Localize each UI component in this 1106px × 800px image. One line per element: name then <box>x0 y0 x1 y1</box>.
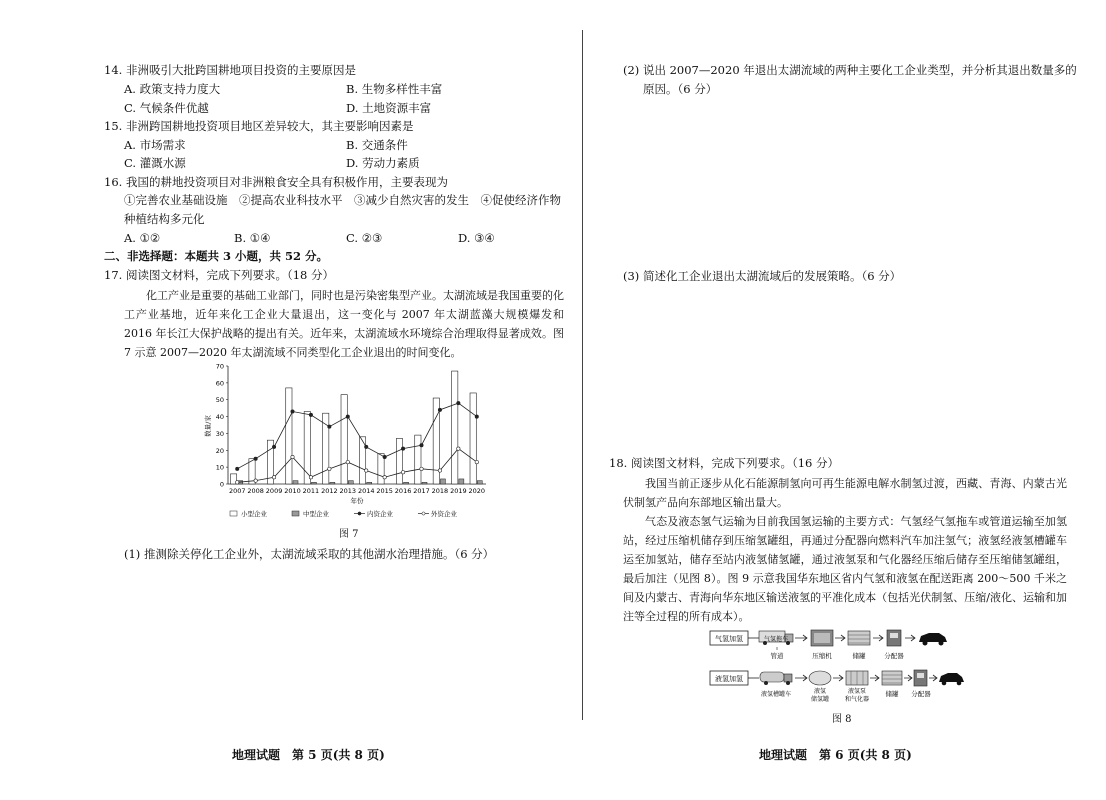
foreign-enterprise-point <box>420 467 423 470</box>
gas-truck-label: 气氢拖车 <box>763 636 789 643</box>
x-tick-label: 2020 <box>468 487 486 495</box>
q14-option-a: A. 政策支持力度大 <box>124 82 221 96</box>
y-tick-label: 30 <box>215 429 224 438</box>
x-tick-label: 2018 <box>431 487 449 495</box>
q14-option-b: B. 生物多样性丰富 <box>346 82 443 96</box>
bar-medium-enterprise <box>311 482 316 484</box>
figure-7-caption: 图 7 <box>339 529 359 540</box>
liquid-truck-label: 液氢槽罐车 <box>760 691 792 698</box>
domestic-enterprise-point <box>236 467 239 470</box>
legend-label: 外资企业 <box>431 510 457 518</box>
arrow-right-icon <box>870 675 879 681</box>
q16-items: ①完善农业基础设施 ②提高农业科技水平 ③减少自然灾害的发生 ④促使经济作物 <box>124 193 561 207</box>
q16-option-d: D. ③④ <box>458 231 495 245</box>
q17-material: 化工产业是重要的基础工业部门，同时也是污染密集型产业。太湖流域是我国重要的化工产业基地，近年来化工企业大量退出，这一变化与 2007 年太湖蓝藻大规模爆发和 2016 年长江大保护战略的提出有关。近年来，太湖流域水环境综合治理取得显著成效。图 7 示意 2007—2020 年太湖流域不同类型化工企业退出的时间变化。 <box>124 289 564 359</box>
q14-option-d: D. 土地资源丰富 <box>346 101 432 115</box>
y-tick-label: 50 <box>215 396 224 405</box>
legend-label: 中型企业 <box>303 510 329 518</box>
foreign-enterprise-point <box>236 481 239 484</box>
x-tick-label: 2016 <box>394 487 412 495</box>
x-tick-label: 2011 <box>302 487 320 495</box>
arrow-right-icon <box>833 675 843 681</box>
bar-small-enterprise <box>286 388 292 484</box>
foreign-enterprise-point <box>457 447 460 450</box>
q17-sub3: (3) 简述化工企业退出太湖流域后的发展策略。（6 分） <box>623 269 902 283</box>
domestic-enterprise-point <box>328 425 331 428</box>
arrow-right-icon <box>795 675 807 681</box>
foreign-enterprise-point <box>346 460 349 463</box>
storage-tank-icon <box>848 631 870 645</box>
q18-stem: 18. 阅读图文材料，完成下列要求。（16 分） <box>609 456 839 470</box>
y-tick-label: 20 <box>215 446 224 455</box>
q18-material-2: 气态及液态氢气运输为目前我国氢运输的主要方式：气氢经气氢拖车或管道运输至加氢站，经过压缩机储存到压缩氢罐组，再通过分配器向燃料汽车加注氢气；液氢经液氢槽罐车运至加氢站，储存至站内液氢储氢罐，通过液氢泵和气化器经压缩后储存至压缩储氢罐组，最后加注（见图 8）。图 9 示意我国华东地区省内气氢和液氢在配送距离 200～500 千米之间及内蒙古、青海向华东地区输送液氢的平准化成本（包括光伏制氢、压缩/液化、运输和加注等全过程的所有成本）。 <box>623 515 1067 623</box>
q16-option-b: B. ①④ <box>234 231 271 245</box>
x-tick-label: 2007 <box>228 487 246 495</box>
bar-small-enterprise <box>452 371 458 484</box>
x-tick-label: 2009 <box>265 487 283 495</box>
q15-stem: 15. 非洲跨国耕地投资项目地区差异较大，其主要影响因素是 <box>104 119 414 133</box>
bar-medium-enterprise <box>404 482 409 484</box>
tanker-truck-icon <box>760 672 792 685</box>
domestic-enterprise-point <box>365 445 368 448</box>
domestic-enterprise-point <box>438 408 441 411</box>
bar-medium-enterprise <box>330 482 335 484</box>
legend-marker <box>358 512 361 515</box>
bar-medium-enterprise <box>459 479 464 484</box>
figure-7-chart <box>200 356 500 526</box>
foreign-enterprise-point <box>475 460 478 463</box>
foreign-enterprise-point <box>328 467 331 470</box>
arrow-right-icon <box>795 635 807 641</box>
x-tick-label: 2014 <box>357 487 375 495</box>
legend-swatch <box>230 511 237 516</box>
domestic-enterprise-point <box>346 415 349 418</box>
q14-stem: 14. 非洲吸引大批跨国耕地项目投资的主要原因是 <box>104 63 356 77</box>
compressor-icon <box>811 630 833 646</box>
bar-medium-enterprise <box>293 481 298 484</box>
bar-medium-enterprise <box>477 481 482 484</box>
foreign-enterprise-point <box>291 455 294 458</box>
arrow-right-icon <box>835 635 845 641</box>
domestic-enterprise-point <box>420 444 423 447</box>
dispenser-icon <box>887 630 901 646</box>
q15-option-a: A. 市场需求 <box>124 138 186 152</box>
bar-medium-enterprise <box>367 482 372 484</box>
page-footer-right: 地理试题 第 6 页(共 8 页) <box>759 748 912 762</box>
legend-label: 小型企业 <box>241 510 267 518</box>
domestic-enterprise-point <box>401 447 404 450</box>
y-tick-label: 40 <box>215 413 224 422</box>
bar-medium-enterprise <box>422 482 427 484</box>
x-tick-label: 2015 <box>376 487 393 495</box>
arrow-right-icon <box>873 635 883 641</box>
domestic-enterprise-point <box>272 445 275 448</box>
bar-small-enterprise <box>470 393 476 484</box>
tank2-label: 储罐 <box>885 690 899 698</box>
foreign-enterprise-point <box>401 471 404 474</box>
liquid-tank-icon <box>809 671 831 685</box>
page-footer-left: 地理试题 第 5 页(共 8 页) <box>232 748 385 762</box>
x-axis-label: 年份 <box>350 497 364 505</box>
q15-option-c: C. 灌溉水源 <box>124 156 186 170</box>
bar-small-enterprise <box>415 435 421 484</box>
q18-material-1: 我国当前正逐步从化石能源制氢向可再生能源电解水制氢过渡，西藏、青海、内蒙古光伏制氢产品向东部地区输出量大。 <box>623 477 1067 509</box>
x-tick-label: 2017 <box>413 487 430 495</box>
domestic-enterprise-point <box>457 401 460 404</box>
legend-marker <box>422 512 425 515</box>
page-divider <box>582 30 583 720</box>
bar-small-enterprise <box>396 438 402 484</box>
x-tick-label: 2008 <box>247 487 264 495</box>
q16-items-cont: 种植结构多元化 <box>124 212 205 226</box>
x-tick-label: 2013 <box>339 487 357 495</box>
gas-refuel-label: 气氢加氢 <box>715 635 743 643</box>
domestic-enterprise-point <box>475 415 478 418</box>
car-icon <box>919 633 947 646</box>
domestic-enterprise-point <box>254 457 257 460</box>
pipe-label: 管道 <box>770 652 784 660</box>
bar-medium-enterprise <box>440 479 445 484</box>
bar-small-enterprise <box>341 395 347 484</box>
figure-8-flow <box>707 628 967 708</box>
liquid-refuel-label: 液氢加氢 <box>715 675 743 683</box>
q17-sub2: (2) 说出 2007—2020 年退出太湖流域的两种主要化工企业类型，并分析其退出数量多的 <box>623 63 1077 77</box>
dispenser-icon <box>914 670 927 686</box>
bar-small-enterprise <box>323 413 329 484</box>
dispenser2-label: 分配器 <box>911 690 931 698</box>
x-tick-label: 2012 <box>321 487 338 495</box>
arrow-right-icon <box>905 635 915 641</box>
liquid-tank-label-2: 储氢罐 <box>810 696 830 703</box>
x-tick-label: 2010 <box>284 487 301 495</box>
bar-medium-enterprise <box>348 481 353 484</box>
foreign-enterprise-point <box>365 469 368 472</box>
y-axis-label: 数量/家 <box>204 415 212 437</box>
legend-label: 内资企业 <box>367 510 393 518</box>
compressor-label: 压缩机 <box>812 652 832 660</box>
tank-label: 储罐 <box>852 652 866 660</box>
figure-8-caption: 图 8 <box>832 714 852 725</box>
q17-stem: 17. 阅读图文材料，完成下列要求。（18 分） <box>104 268 334 282</box>
q16-stem: 16. 我国的耕地投资项目对非洲粮食安全具有积极作用，主要表现为 <box>104 175 448 189</box>
arrow-right-icon <box>929 675 937 681</box>
y-tick-label: 60 <box>215 379 224 388</box>
car-icon <box>939 673 964 685</box>
q14-option-c: C. 气候条件优越 <box>124 101 209 115</box>
q17-sub2-cont: 原因。（6 分） <box>643 82 718 96</box>
arrow-right-icon <box>904 675 912 681</box>
y-tick-label: 0 <box>219 480 224 489</box>
y-tick-label: 70 <box>215 362 224 371</box>
foreign-enterprise-point <box>272 476 275 479</box>
section-heading: 二、非选择题：本题共 3 小题，共 52 分。 <box>104 249 329 263</box>
q15-option-d: D. 劳动力素质 <box>346 156 420 170</box>
foreign-enterprise-point <box>438 469 441 472</box>
dispenser-label: 分配器 <box>884 652 904 660</box>
pump-vaporizer-icon <box>846 671 868 685</box>
domestic-enterprise-point <box>309 413 312 416</box>
pump-label-1: 液氢泵 <box>847 688 867 695</box>
foreign-enterprise-point <box>254 479 257 482</box>
q15-option-b: B. 交通条件 <box>346 138 408 152</box>
legend-swatch <box>292 511 299 516</box>
storage-tank-icon <box>882 671 902 685</box>
x-tick-label: 2019 <box>450 487 467 495</box>
q17-sub1: (1) 推测除关停化工企业外，太湖流域采取的其他湖水治理措施。（6 分） <box>124 547 495 561</box>
domestic-enterprise-point <box>383 455 386 458</box>
foreign-enterprise-point <box>383 476 386 479</box>
q16-option-c: C. ②③ <box>346 231 383 245</box>
pump-label-2: 和气化器 <box>844 696 870 703</box>
right-page <box>585 0 1106 800</box>
liquid-tank-label-1: 液氢 <box>813 688 827 695</box>
y-tick-label: 10 <box>215 463 224 472</box>
q16-option-a: A. ①② <box>124 231 161 245</box>
foreign-enterprise-point <box>309 476 312 479</box>
domestic-enterprise-point <box>291 410 294 413</box>
